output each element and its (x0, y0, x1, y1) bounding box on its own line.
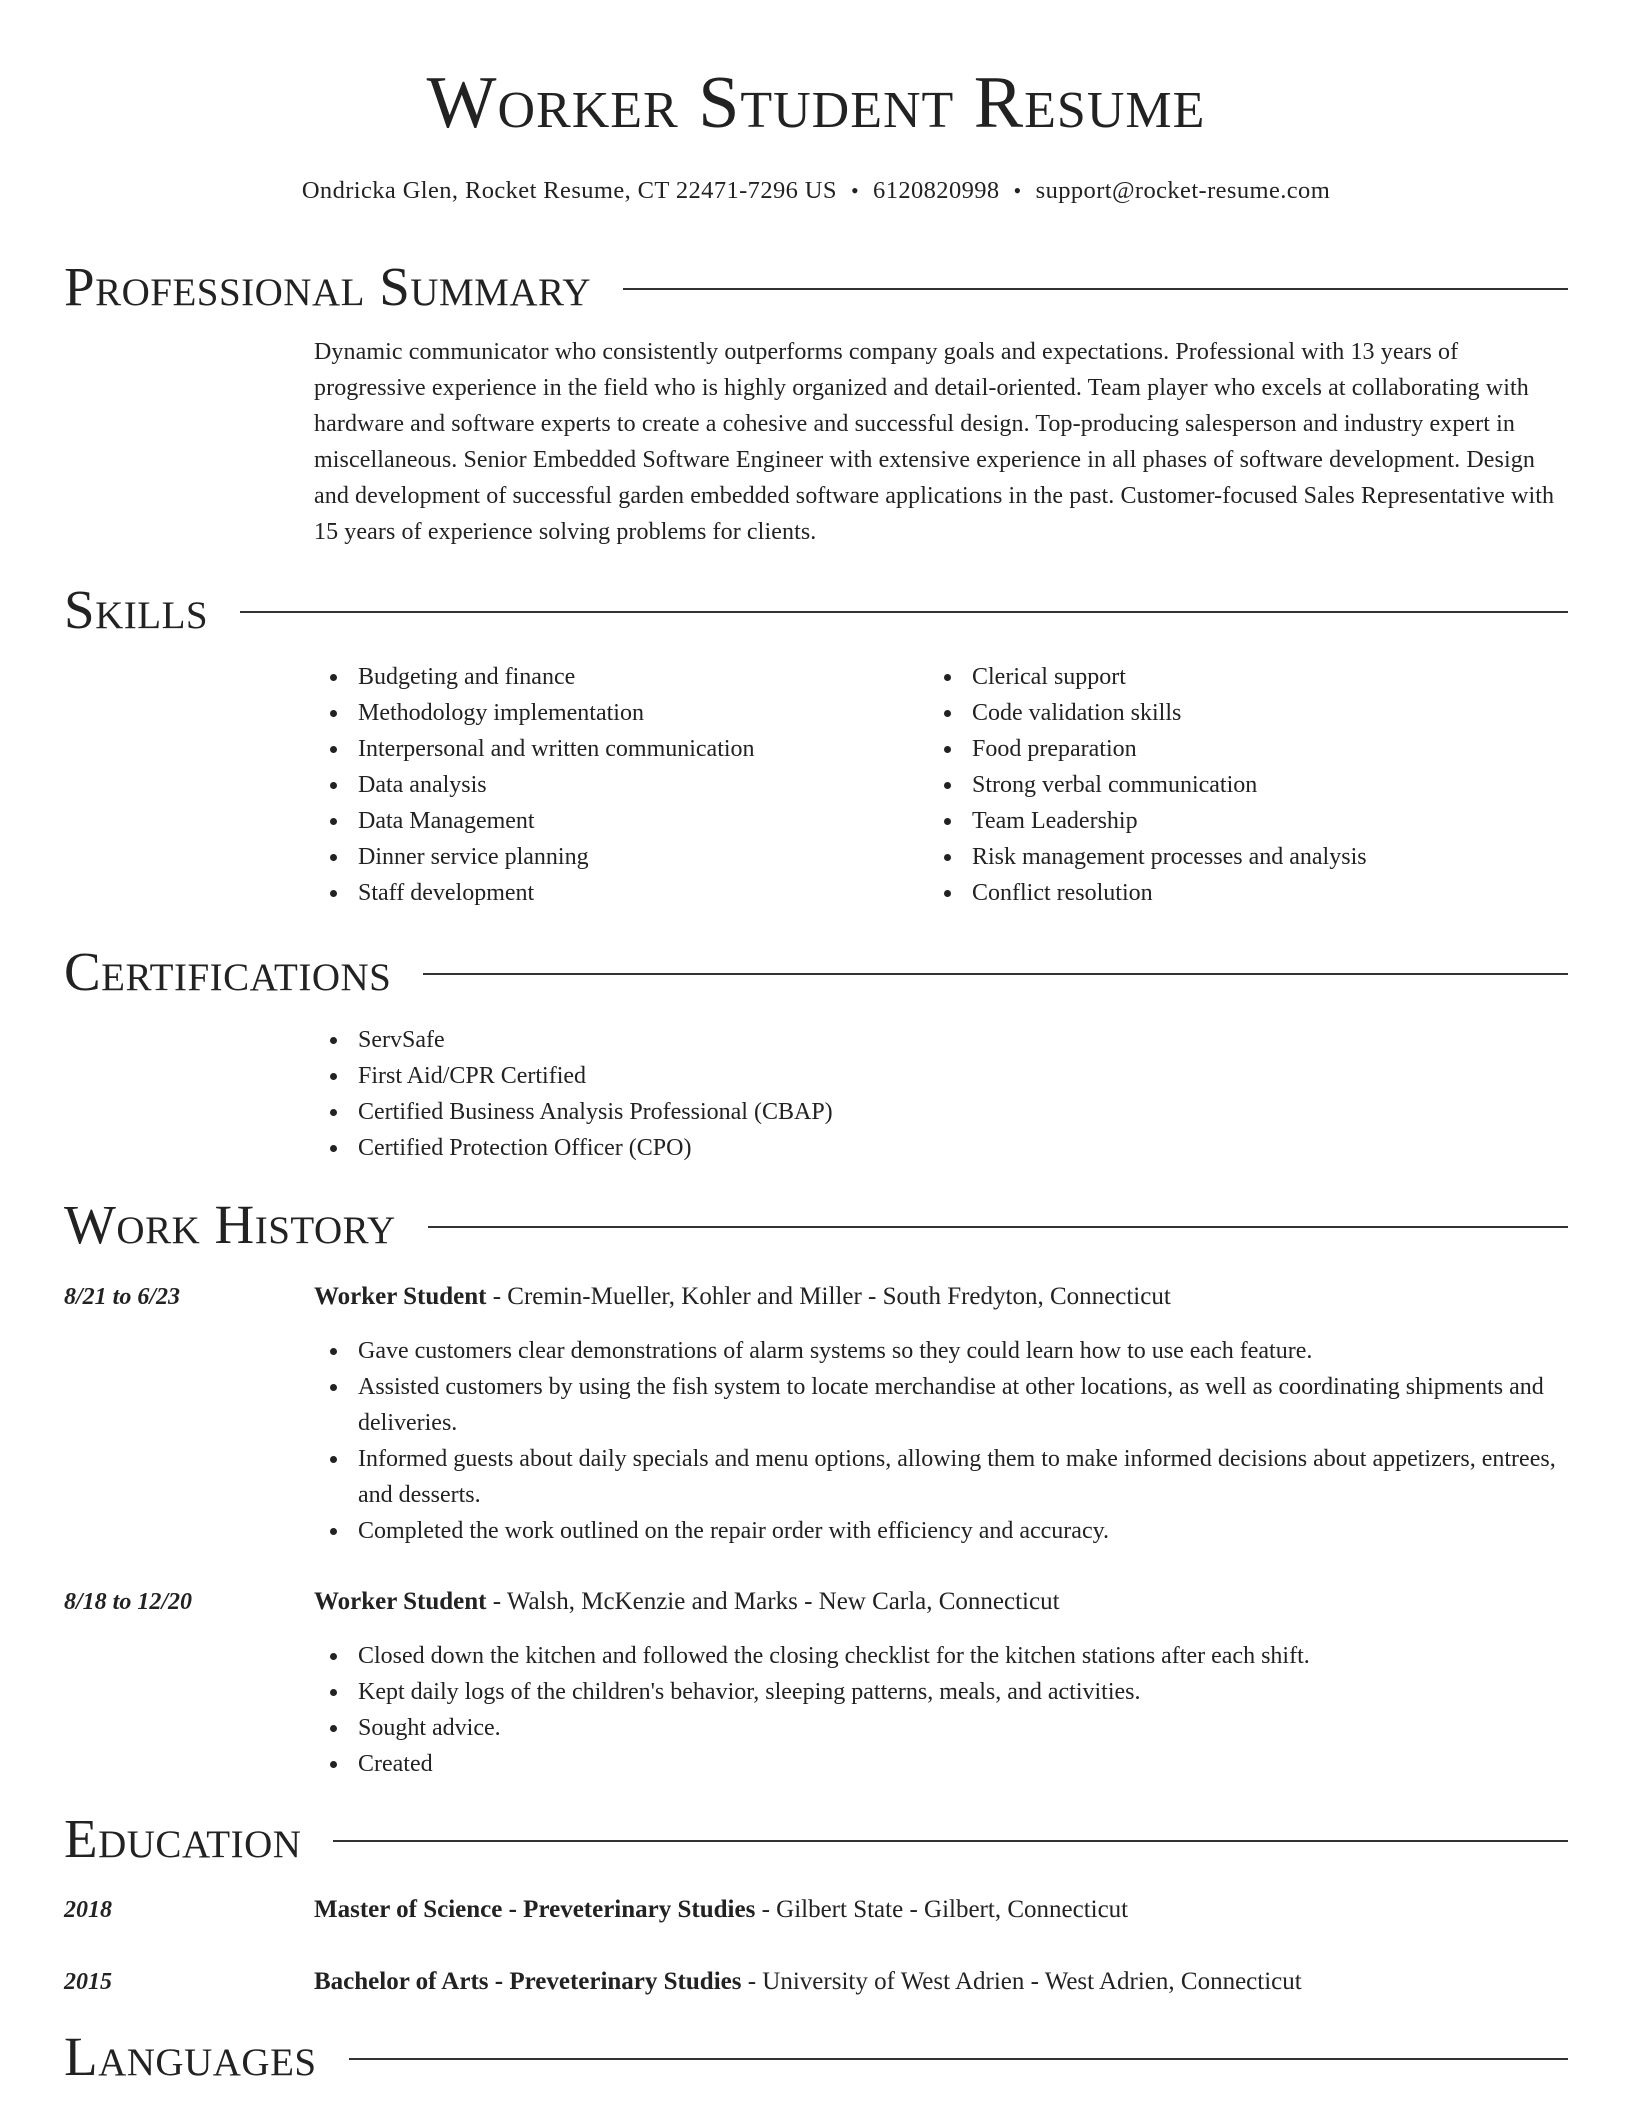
section-title: Certifications (64, 941, 392, 1002)
section-work-history-header (64, 1190, 1568, 1260)
skills-column-right (928, 659, 1568, 911)
job-dates: 8/18 to 12/20 (64, 1589, 193, 1615)
section-divider (623, 288, 1568, 290)
education-degree: Bachelor of Arts - Preveterinary Studies (314, 1968, 742, 1995)
skill-item: Clerical support (928, 659, 1568, 695)
job-duty-item: Completed the work outlined on the repair order with efficiency and accuracy. (314, 1513, 1574, 1549)
job-duty-item: Closed down the kitchen and followed the closing checklist for the kitchen stations after each shift. (314, 1638, 1574, 1674)
certification-item: Certified Business Analysis Professional (CBAP) (314, 1094, 1574, 1130)
section-divider (333, 1840, 1568, 1842)
education-year: 2018 (64, 1897, 112, 1923)
section-divider (428, 1226, 1568, 1228)
skill-item: Methodology implementation (314, 695, 914, 731)
skill-item: Team Leadership (928, 803, 1568, 839)
resume-title: Worker Student Resume (426, 62, 1206, 144)
education-school-location: - Gilbert State - Gilbert, Connecticut (755, 1896, 1129, 1923)
job-duties-list (314, 1638, 1574, 1782)
contact-separator: • (1013, 178, 1022, 203)
section-certifications-header (64, 937, 1568, 1007)
skill-item: Risk management processes and analysis (928, 839, 1568, 875)
section-title: Professional Summary (64, 256, 592, 317)
education-school-location: - University of West Adrien - West Adrien, Connecticut (741, 1968, 1302, 1995)
job-duty-item: Kept daily logs of the children's behavior, sleeping patterns, meals, and activities. (314, 1674, 1574, 1710)
skill-item: Strong verbal communication (928, 767, 1568, 803)
contact-address: Ondricka Glen, Rocket Resume, CT 22471-7296 US (301, 177, 837, 204)
section-divider (240, 611, 1568, 613)
skill-item: Data Management (314, 803, 914, 839)
education-degree: Master of Science - Preveterinary Studies (314, 1896, 756, 1923)
section-title: Work History (64, 1194, 396, 1255)
job-duty-item: Created (314, 1746, 1574, 1782)
job-duty-item: Assisted customers by using the fish system to locate merchandise at other locations, as well as coordinating shipments and deliveries. (314, 1369, 1574, 1441)
section-skills-header (64, 575, 1568, 645)
education-heading (314, 1964, 1574, 2000)
job-dates: 8/21 to 6/23 (64, 1284, 181, 1310)
skill-item: Staff development (314, 875, 914, 911)
education-year: 2015 (64, 1969, 112, 1995)
section-title: Education (64, 1808, 302, 1869)
job-heading (314, 1279, 1574, 1315)
contact-phone: 6120820998 (873, 177, 1000, 204)
job-employer-location: - Cremin-Mueller, Kohler and Miller - South Fredyton, Connecticut (486, 1283, 1171, 1310)
job-duty-item: Sought advice. (314, 1710, 1574, 1746)
section-title: Skills (64, 579, 209, 640)
section-divider (423, 973, 1568, 975)
certifications-list (314, 1022, 1574, 1166)
job-employer-location: - Walsh, McKenzie and Marks - New Carla, Connecticut (486, 1588, 1060, 1615)
skill-item: Code validation skills (928, 695, 1568, 731)
job-title: Worker Student (314, 1283, 487, 1310)
contact-separator: • (850, 178, 860, 203)
skill-item: Data analysis (314, 767, 914, 803)
skill-item: Interpersonal and written communication (314, 731, 914, 767)
certification-item: Certified Protection Officer (CPO) (314, 1130, 1574, 1166)
section-languages-header (64, 2022, 1568, 2092)
section-title: Languages (64, 2026, 317, 2087)
job-heading (314, 1584, 1574, 1620)
job-title: Worker Student (314, 1588, 487, 1615)
job-duty-item: Informed guests about daily specials and menu options, allowing them to make informed decisions about appetizers, entrees, and desserts. (314, 1441, 1574, 1513)
skill-item: Food preparation (928, 731, 1568, 767)
summary-text: Dynamic communicator who consistently outperforms company goals and expectations. Professional with 13 years of progressive experience in the field who is highly organized and detail-oriented. Team player who excels at collaborating with hardware and software experts to create a cohesive and successful design. Top-producing salesperson and industry expert in miscellaneous. Senior Embedded Software Engineer with extensive experience in all phases of software development. Design and development of successful garden embedded software applications in the past. Customer-focused Sales Representative with 15 years of experience solving problems for clients. (314, 339, 1555, 545)
education-heading (314, 1892, 1574, 1928)
section-education-header (64, 1804, 1568, 1874)
skill-item: Budgeting and finance (314, 659, 914, 695)
section-summary-header (64, 252, 1568, 322)
job-duties-list (314, 1333, 1574, 1549)
skill-item: Dinner service planning (314, 839, 914, 875)
contact-email[interactable]: support@rocket-resume.com (1035, 177, 1331, 204)
job-duty-item: Gave customers clear demonstrations of alarm systems so they could learn how to use each feature. (314, 1333, 1574, 1369)
skills-column-left (314, 659, 914, 911)
contact-line (0, 174, 1632, 208)
skill-item: Conflict resolution (928, 875, 1568, 911)
certification-item: ServSafe (314, 1022, 1574, 1058)
section-divider (349, 2058, 1568, 2060)
certification-item: First Aid/CPR Certified (314, 1058, 1574, 1094)
